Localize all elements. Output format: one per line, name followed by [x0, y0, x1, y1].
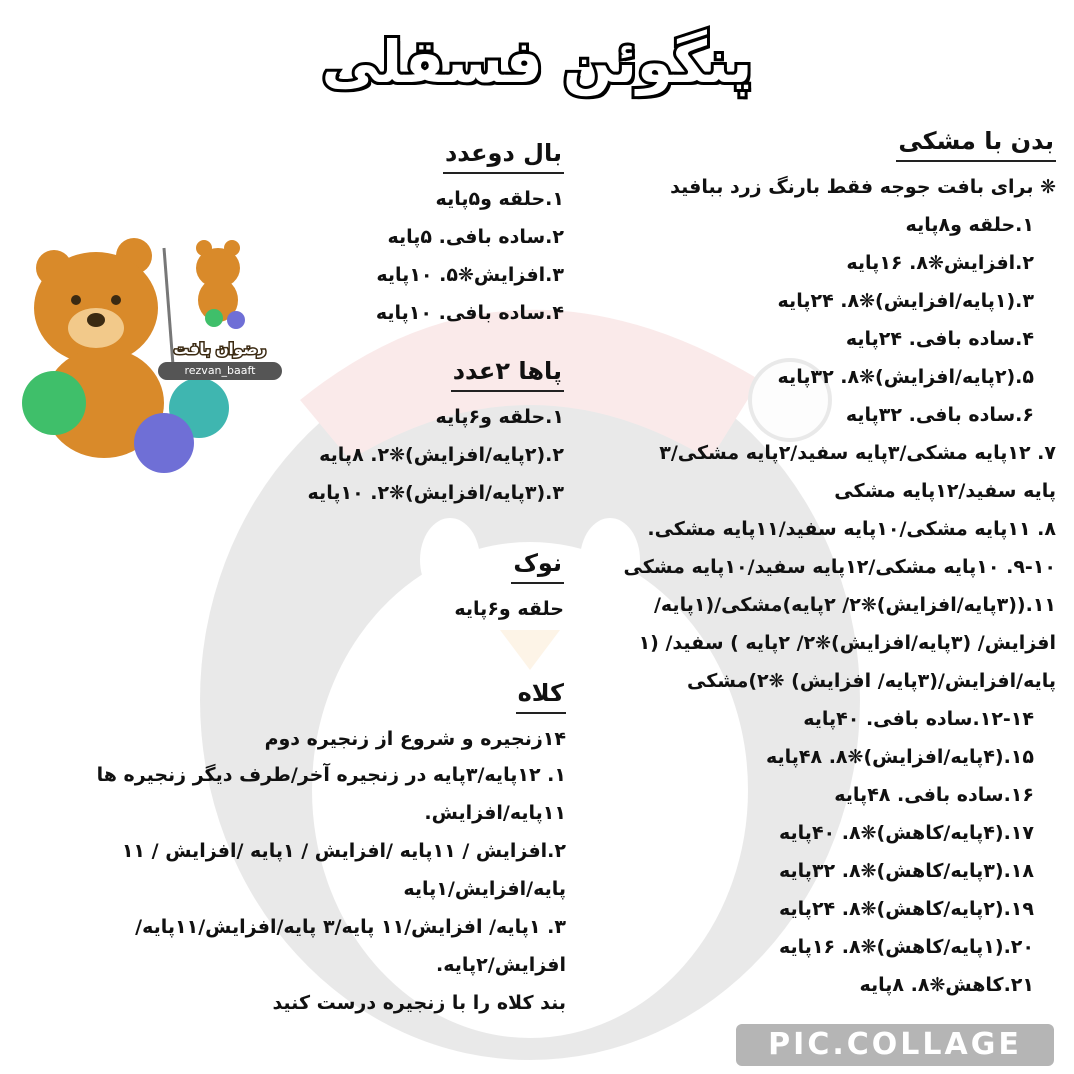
pic-collage-watermark: PIC.COLLAGE: [736, 1024, 1054, 1066]
body-line: ۲.افزایش❋۸. ۱۶پایه: [846, 252, 1034, 274]
hat-line: پایه/افزایش/۱پایه: [403, 878, 566, 900]
logo-brand-text: رضوان بافت: [173, 340, 267, 358]
body-line: ۴.ساده بافی. ۲۴پایه: [845, 328, 1034, 350]
wing-line: ۴.ساده بافی. ۱۰پایه: [375, 302, 564, 324]
hat-line: بند کلاه را با زنجیره درست کنید: [272, 992, 566, 1014]
body-line: ۵.(۲پایه/افزایش)❋۸. ۳۲پایه: [777, 366, 1034, 388]
wing-line: ۱.حلقه و۵پایه: [435, 188, 564, 210]
body-line: ۷. ۱۲پایه مشکی/۳پایه سفید/۲پایه مشکی/۳: [659, 442, 1056, 464]
body-line: ۱۹.(۲پایه/کاهش)❋۸. ۲۴پایه: [779, 898, 1034, 920]
hat-line: ۳. ۱پایه/ افزایش/۱۱ پایه/۳ پایه/افزایش/۱۱پایه/: [135, 916, 566, 938]
body-line: ۱۱.((۳پایه/افزایش)❋۲/ ۲پایه)مشکی/(۱پایه/: [653, 594, 1056, 616]
body-line: ۲۰.(۱پایه/کاهش)❋۸. ۱۶پایه: [779, 936, 1034, 958]
beak-line: حلقه و۶پایه: [454, 598, 564, 620]
body-line: پایه/افزایش/(۳پایه/ افزایش) ❋۲)مشکی: [686, 670, 1056, 692]
wing-section-heading: بال دوعدد: [443, 136, 564, 174]
hat-line: ۱۱پایه/افزایش.: [424, 802, 566, 824]
body-line: ۱۶.ساده بافی. ۴۸پایه: [834, 784, 1034, 806]
hat-section: [236, 676, 566, 758]
hat-line: افزایش/۲پایه.: [436, 954, 566, 976]
body-line: ۱۵.(۴پایه/افزایش)❋۸. ۴۸پایه: [765, 746, 1034, 768]
body-section-heading: بدن با مشکی: [896, 124, 1056, 162]
body-line: ۳.(۱پایه/افزایش)❋۸. ۲۴پایه: [777, 290, 1034, 312]
hat-line: ۱. ۱۲پایه/۳پایه در زنجیره آخر/طرف دیگر زنجیره ها: [96, 764, 566, 786]
hat-line: ۲.افزایش / ۱۱پایه /افزایش / ۱پایه /افزایش / ۱۱: [121, 840, 566, 862]
logo-handle: rezvan_baaft: [158, 362, 282, 380]
body-line: ۲۱.کاهش❋۸. ۸پایه: [859, 974, 1034, 996]
legs-line: ۲.(۲پایه/افزایش)❋۲. ۸پایه: [319, 444, 564, 466]
wing-line: ۳.افزایش❋۵. ۱۰پایه: [376, 264, 564, 286]
body-line: ۱.حلقه و۸پایه: [905, 214, 1034, 236]
legs-line: ۱.حلقه و۶پایه: [435, 406, 564, 428]
page-title: پنگوئن فسقلی: [321, 28, 753, 96]
hat-steps: [0, 756, 566, 1022]
beak-section: [234, 546, 564, 628]
legs-line: ۳.(۳پایه/افزایش)❋۲. ۱۰پایه: [307, 482, 564, 504]
beak-section-heading: نوک: [511, 546, 564, 584]
legs-section-heading: پاها ۲عدد: [451, 354, 564, 392]
body-line: پایه سفید/۱۲پایه مشکی: [834, 480, 1056, 502]
body-line: ۹-۱۰. ۱۰پایه مشکی/۱۲پایه سفید/۱۰پایه مشکی: [623, 556, 1056, 578]
body-line: ۱۷.(۴پایه/کاهش)❋۸. ۴۰پایه: [779, 822, 1034, 844]
body-line: ❋ برای بافت جوجه فقط بارنگ زرد ببافید: [670, 176, 1056, 198]
body-line: ۶.ساده بافی. ۳۲پایه: [845, 404, 1034, 426]
body-section: [586, 124, 1056, 1004]
hat-line: ۱۴زنجیره و شروع از زنجیره دوم: [264, 728, 566, 750]
body-line: افزایش/ (۳پایه/افزایش)❋۲/ ۲پایه ) سفید/ (۱: [638, 632, 1056, 654]
body-line: ۸. ۱۱پایه مشکی/۱۰پایه سفید/۱۱پایه مشکی.: [647, 518, 1056, 540]
wing-line: ۲.ساده بافی. ۵پایه: [387, 226, 564, 248]
hat-section-heading: کلاه: [516, 676, 566, 714]
body-line: ۱۲-۱۴.ساده بافی. ۴۰پایه: [803, 708, 1034, 730]
body-line: ۱۸.(۳پایه/کاهش)❋۸. ۳۲پایه: [779, 860, 1034, 882]
